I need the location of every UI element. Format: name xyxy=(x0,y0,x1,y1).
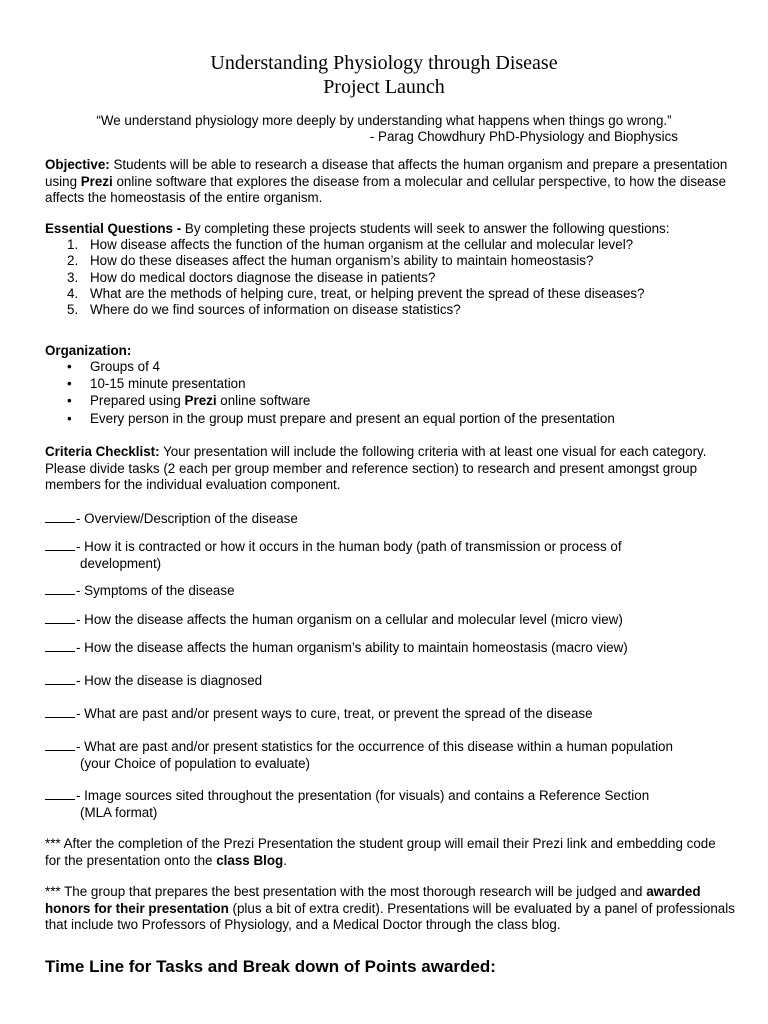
timeline-heading: Time Line for Tasks and Break down of Points awarded: xyxy=(45,957,496,976)
organization-item-1 xyxy=(67,359,160,376)
question-number: 2. xyxy=(67,253,79,268)
organization-item-text: Prepared using xyxy=(90,393,185,408)
checklist-blank[interactable] xyxy=(45,787,75,800)
checklist-text: - Symptoms of the disease xyxy=(76,583,235,598)
note-text: *** The group that prepares the best presentation with the most thorough research will be judged and xyxy=(45,884,647,899)
checklist-blank[interactable] xyxy=(45,582,75,595)
objective-paragraph xyxy=(45,157,745,207)
title-line-1: Understanding Physiology through Disease xyxy=(210,52,558,74)
criteria-text: Your presentation will include the following criteria with at least one visual for each category. Please divide tasks (2 each per group member and reference section) to research and present amongst group members for the individual evaluation component. xyxy=(45,444,707,492)
checklist-text: - What are past and/or present statistics for the occurrence of this disease within a human population xyxy=(76,739,673,754)
quote-attribution: - Parag Chowdhury PhD-Physiology and Biophysics xyxy=(369,129,678,144)
organization-item-text: Groups of 4 xyxy=(90,359,160,374)
bullet: • xyxy=(67,393,72,408)
checklist-text: - How the disease affects the human organism on a cellular and molecular level (micro view) xyxy=(76,612,623,627)
objective-prezi: Prezi xyxy=(80,173,113,189)
note-awards xyxy=(45,884,735,934)
question-text: Where do we find sources of information on disease statistics? xyxy=(90,302,461,317)
title-line-2: Project Launch xyxy=(323,76,445,98)
note-email-prezi xyxy=(45,836,725,869)
essential-questions-text: By completing these projects students will seek to answer the following questions: xyxy=(181,221,670,236)
checklist-item-7 xyxy=(45,705,725,723)
essential-question-5 xyxy=(67,302,461,319)
question-number: 3. xyxy=(67,270,79,285)
checklist-text: - Image sources sited throughout the presentation (for visuals) and contains a Reference Section xyxy=(76,788,650,803)
criteria-label: Criteria Checklist: xyxy=(45,444,160,459)
organization-item-text: Every person in the group must prepare and present an equal portion of the presentation xyxy=(90,411,615,426)
objective-label: Objective: xyxy=(45,157,110,172)
checklist-item-4 xyxy=(45,611,725,629)
essential-questions-intro xyxy=(45,221,745,238)
checklist-text: - What are past and/or present ways to cure, treat, or prevent the spread of the disease xyxy=(76,706,593,721)
essential-question-3 xyxy=(67,270,435,287)
note-end: . xyxy=(283,852,287,868)
checklist-blank[interactable] xyxy=(45,510,75,523)
checklist-text: - How the disease is diagnosed xyxy=(76,673,263,688)
organization-item-prezi: Prezi xyxy=(184,393,217,408)
checklist-blank[interactable] xyxy=(45,639,75,652)
checklist-item-8 xyxy=(45,738,725,772)
document-title xyxy=(0,51,768,99)
bullet: • xyxy=(67,376,72,391)
checklist-blank[interactable] xyxy=(45,738,75,751)
checklist-text: - Overview/Description of the disease xyxy=(76,511,298,526)
checklist-text: - How the disease affects the human organism’s ability to maintain homeostasis (macro view) xyxy=(76,640,628,655)
bullet: • xyxy=(67,411,72,426)
checklist-blank[interactable] xyxy=(45,611,75,624)
note-awarded-honors: awarded honors for their presentation xyxy=(45,884,701,916)
question-number: 4. xyxy=(67,286,79,301)
note-class-blog: class Blog xyxy=(216,852,284,868)
question-text: How disease affects the function of the human organism at the cellular and molecular level? xyxy=(90,237,634,252)
checklist-item-9 xyxy=(45,787,725,821)
checklist-blank[interactable] xyxy=(45,672,75,685)
checklist-item-1 xyxy=(45,510,725,528)
organization-heading xyxy=(45,343,745,360)
checklist-item-2 xyxy=(45,538,725,572)
checklist-item-6 xyxy=(45,672,725,690)
checklist-blank[interactable] xyxy=(45,705,75,718)
checklist-blank[interactable] xyxy=(45,538,75,551)
note-text: *** After the completion of the Prezi Presentation the student group will email their Prezi link and embedding code for the presentation onto the xyxy=(45,836,716,868)
note-text: (plus a bit of extra credit). Presentations will be evaluated by a panel of professionals that include two Professors of Physiology, and a Medical Doctor through the class blog. xyxy=(45,900,735,932)
question-text: How do medical doctors diagnose the disease in patients? xyxy=(90,270,436,285)
essential-question-2 xyxy=(67,253,593,270)
essential-question-1 xyxy=(67,237,633,254)
checklist-text-continued: (MLA format) xyxy=(80,804,158,820)
question-text: How do these diseases affect the human organism’s ability to maintain homeostasis? xyxy=(90,253,594,268)
checklist-text-continued: development) xyxy=(80,555,162,571)
essential-question-4 xyxy=(67,286,645,303)
checklist-text: - How it is contracted or how it occurs in the human body (path of transmission or process of xyxy=(76,539,622,554)
objective-text-2: online software that explores the disease from a molecular and cellular perspective, to how the disease affects the homeostasis of the entire organism. xyxy=(45,173,727,205)
checklist-text-continued: (your Choice of population to evaluate) xyxy=(80,755,311,771)
checklist-item-3 xyxy=(45,582,725,600)
essential-questions-label: Essential Questions - xyxy=(45,221,182,236)
question-number: 1. xyxy=(67,237,79,252)
organization-item-text: 10-15 minute presentation xyxy=(90,376,246,391)
organization-item-2 xyxy=(67,376,246,393)
bullet: • xyxy=(67,359,72,374)
organization-item-3 xyxy=(67,393,310,410)
organization-item-text: online software xyxy=(216,393,311,408)
checklist-item-5 xyxy=(45,639,725,657)
organization-label: Organization: xyxy=(45,343,132,358)
quote-text: “We understand physiology more deeply by understanding what happens when things go wrong.” xyxy=(96,113,672,128)
question-text: What are the methods of helping cure, treat, or helping prevent the spread of these diseases? xyxy=(90,286,645,301)
criteria-paragraph xyxy=(45,444,745,494)
objective-text-1: Students will be able to research a disease that affects the human organism and prepare a presentation using xyxy=(45,157,728,189)
organization-item-4 xyxy=(67,411,615,428)
question-number: 5. xyxy=(67,302,79,317)
